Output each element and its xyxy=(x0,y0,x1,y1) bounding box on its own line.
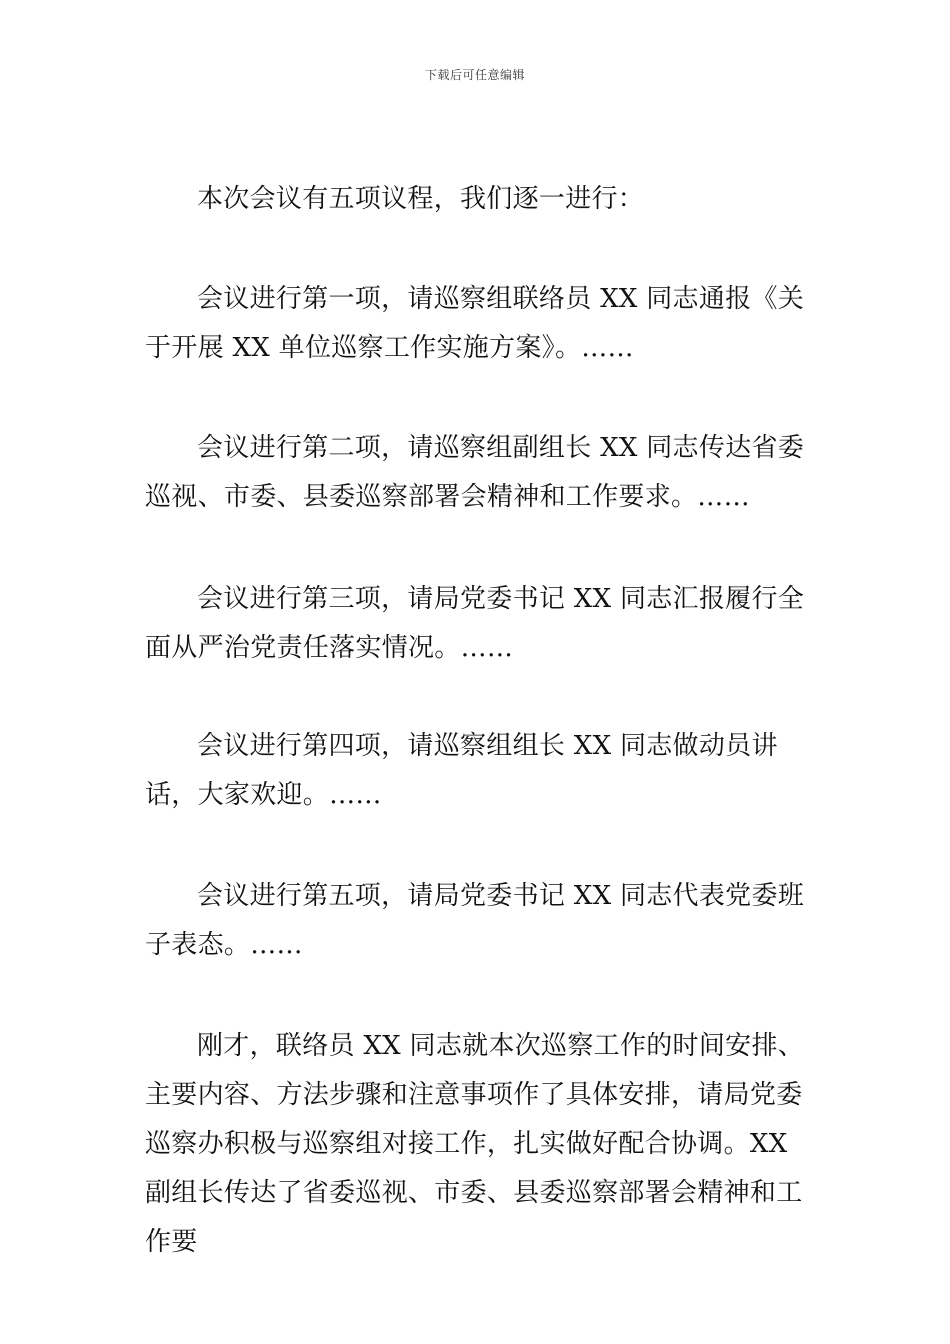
agenda-item-4-paragraph: 会议进行第四项，请巡察组组长 XX 同志做动员讲话，大家欢迎。…… xyxy=(145,731,778,810)
agenda-intro-paragraph: 本次会议有五项议程，我们逐一进行： xyxy=(197,184,645,214)
summary-paragraph: 刚才，联络员 XX 同志就本次巡察工作的时间安排、主要内容、方法步骤和注意事项作了具体安排，请局党委巡察办积极与巡察组对接工作，扎实做好配合协调。XX 副组长传达了省委巡视、市委、县委巡察部署会精神和工作要 xyxy=(145,1031,805,1257)
agenda-item-2-paragraph: 会议进行第二项，请巡察组副组长 XX 同志传达省委巡视、市委、县委巡察部署会精神和工作要求。…… xyxy=(145,433,805,512)
page-header: 下载后可任意编辑 xyxy=(424,68,525,82)
agenda-item-5-paragraph: 会议进行第五项，请局党委书记 XX 同志代表党委班子表态。…… xyxy=(145,881,805,960)
agenda-item-3-paragraph: 会议进行第三项，请局党委书记 XX 同志汇报履行全面从严治党责任落实情况。…… xyxy=(145,584,805,663)
agenda-item-1-paragraph: 会议进行第一项，请巡察组联络员 XX 同志通报《关于开展 XX 单位巡察工作实施方案》。…… xyxy=(145,284,805,363)
